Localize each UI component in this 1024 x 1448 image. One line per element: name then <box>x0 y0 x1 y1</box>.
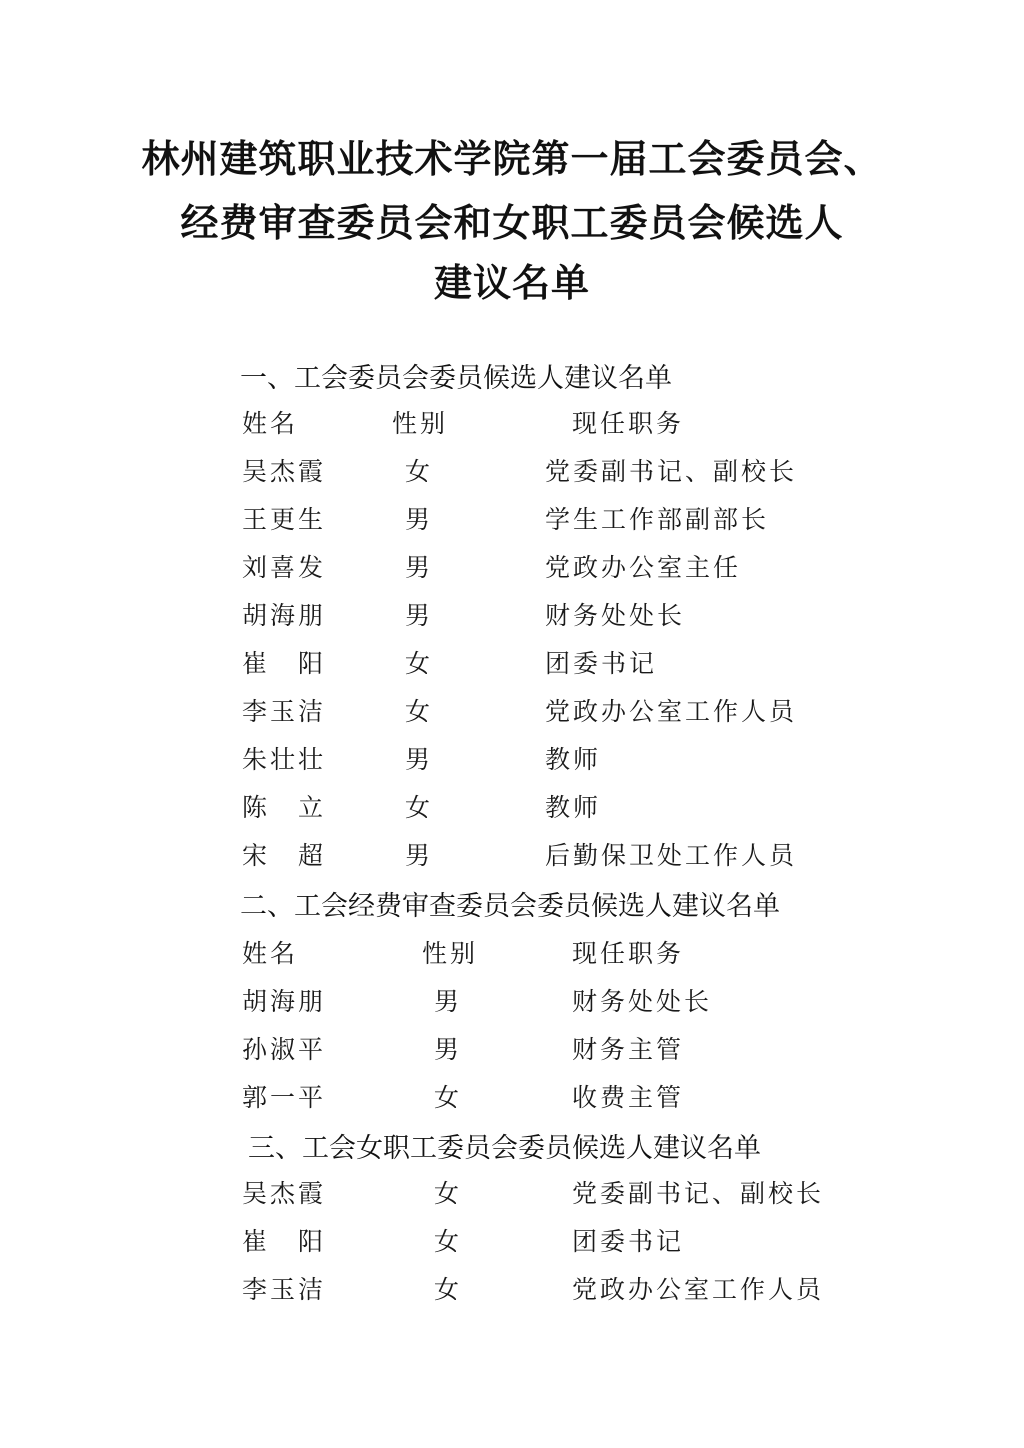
member-name: 刘喜发 <box>242 553 327 582</box>
member-gender: 女 <box>405 697 434 726</box>
member-name: 郭一平 <box>242 1083 327 1112</box>
member-role: 团委书记 <box>572 1227 685 1256</box>
member-role: 教师 <box>545 745 602 774</box>
member-role: 党政办公室主任 <box>545 553 742 582</box>
section-1-heading: 一、工会委员会委员候选人建议名单 <box>240 363 672 394</box>
member-gender: 女 <box>434 1179 463 1208</box>
member-name: 崔 阳 <box>242 1227 327 1256</box>
member-name: 朱壮壮 <box>242 745 327 774</box>
member-role: 财务处处长 <box>545 601 686 630</box>
member-name: 吴杰霞 <box>242 457 327 486</box>
member-gender: 女 <box>434 1083 463 1112</box>
member-gender: 男 <box>434 987 463 1016</box>
member-name: 李玉洁 <box>242 1275 327 1304</box>
table-row <box>0 500 1024 540</box>
member-gender: 男 <box>434 1035 463 1064</box>
member-gender: 男 <box>405 601 434 630</box>
table-row <box>0 982 1024 1022</box>
header-role: 现任职务 <box>572 409 685 438</box>
table-row <box>0 1078 1024 1118</box>
header-name: 姓名 <box>242 409 299 438</box>
table-row <box>0 1174 1024 1214</box>
member-gender: 女 <box>434 1227 463 1256</box>
header-gender: 性别 <box>392 409 449 438</box>
member-name: 孙淑平 <box>242 1035 327 1064</box>
member-name: 崔 阳 <box>242 649 327 678</box>
member-role: 财务主管 <box>572 1035 685 1064</box>
member-gender: 女 <box>405 793 434 822</box>
member-name: 王更生 <box>242 505 327 534</box>
table-row <box>0 596 1024 636</box>
member-role: 教师 <box>545 793 602 822</box>
header-role: 现任职务 <box>572 939 685 968</box>
title-line-3: 建议名单 <box>433 260 590 305</box>
table-row <box>0 836 1024 876</box>
member-gender: 女 <box>405 649 434 678</box>
table-row <box>0 740 1024 780</box>
member-name: 胡海朋 <box>242 987 327 1016</box>
member-role: 党委副书记、副校长 <box>572 1179 825 1208</box>
member-gender: 女 <box>434 1275 463 1304</box>
title-line-1: 林州建筑职业技术学院第一届工会委员会、 <box>141 136 883 181</box>
member-role: 财务处处长 <box>572 987 713 1016</box>
member-gender: 男 <box>405 505 434 534</box>
table-row <box>0 452 1024 492</box>
member-role: 团委书记 <box>545 649 658 678</box>
table-row <box>0 1030 1024 1070</box>
member-role: 收费主管 <box>572 1083 685 1112</box>
table-row <box>0 1222 1024 1262</box>
table-row <box>0 548 1024 588</box>
member-role: 后勤保卫处工作人员 <box>545 841 798 870</box>
member-role: 党政办公室工作人员 <box>572 1275 825 1304</box>
table-header <box>0 404 1024 444</box>
member-gender: 男 <box>405 553 434 582</box>
member-name: 吴杰霞 <box>242 1179 327 1208</box>
table-row <box>0 1270 1024 1310</box>
section-3-heading: 三、工会女职工委员会委员候选人建议名单 <box>248 1133 761 1164</box>
member-gender: 男 <box>405 841 434 870</box>
member-name: 陈 立 <box>242 793 327 822</box>
member-role: 党委副书记、副校长 <box>545 457 798 486</box>
table-row <box>0 788 1024 828</box>
member-name: 李玉洁 <box>242 697 327 726</box>
header-name: 姓名 <box>242 939 299 968</box>
table-row <box>0 644 1024 684</box>
member-gender: 女 <box>405 457 434 486</box>
title-line-2: 经费审查委员会和女职工委员会候选人 <box>180 200 844 245</box>
table-row <box>0 692 1024 732</box>
member-gender: 男 <box>405 745 434 774</box>
header-gender: 性别 <box>422 939 479 968</box>
section-2-heading: 二、工会经费审查委员会委员候选人建议名单 <box>240 891 780 922</box>
member-name: 胡海朋 <box>242 601 327 630</box>
member-name: 宋 超 <box>242 841 327 870</box>
table-header <box>0 934 1024 974</box>
member-role: 学生工作部副部长 <box>545 505 770 534</box>
member-role: 党政办公室工作人员 <box>545 697 798 726</box>
